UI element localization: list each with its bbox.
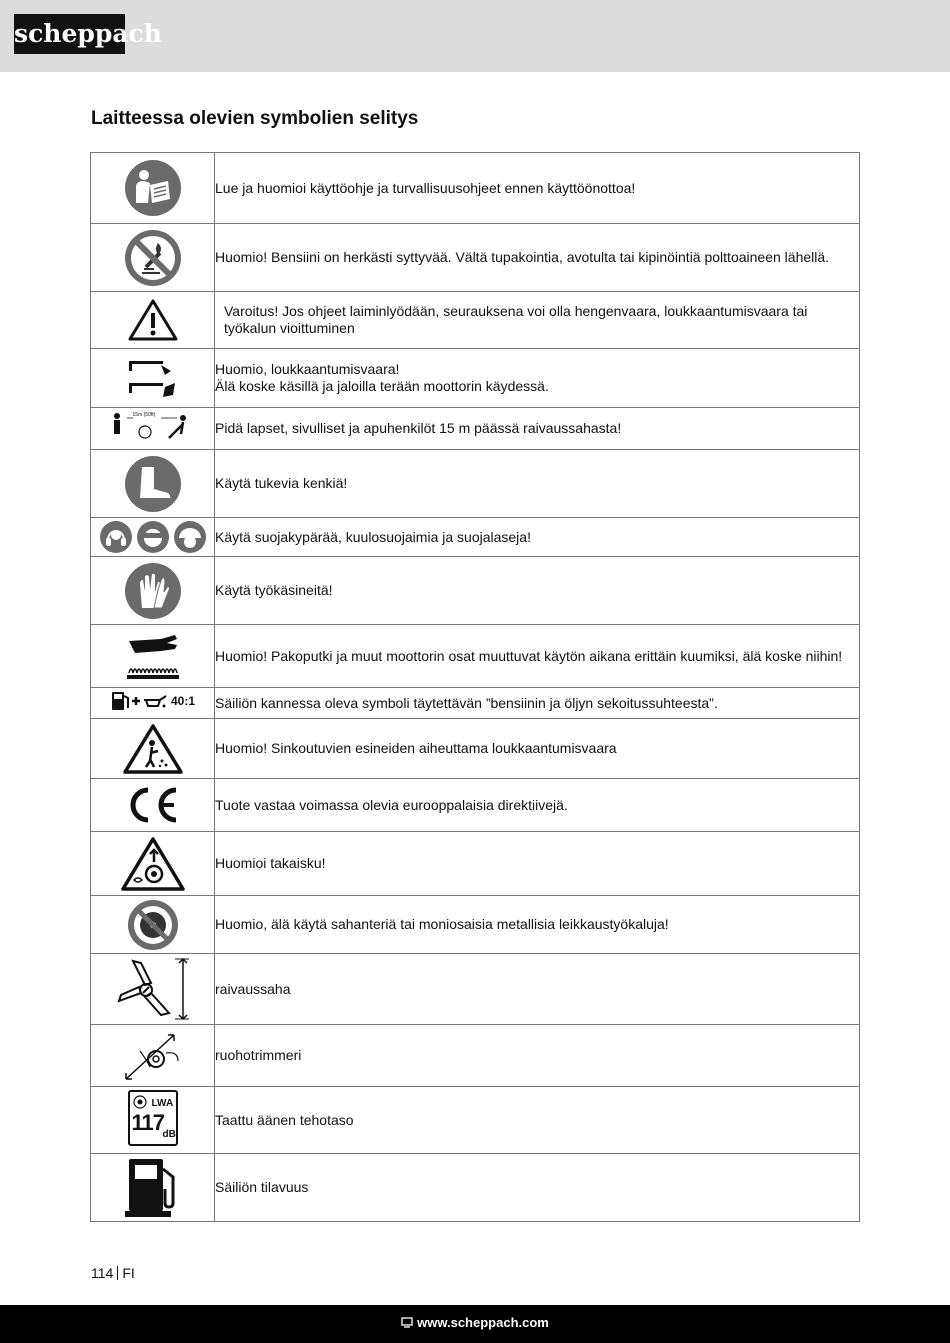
page-header [0, 0, 950, 72]
ratio-label: 40:1 [170, 693, 196, 708]
table-row [91, 1087, 860, 1154]
symbol-description: raivaussaha [215, 954, 860, 1025]
gloves-icon [91, 562, 214, 620]
symbol-description: Käytä työkäsineitä! [215, 557, 860, 625]
page-number-divider [117, 1266, 118, 1280]
description-line: Älä koske käsillä ja jaloilla terään moottorin käydessä. [215, 378, 549, 394]
description-line: Huomio, loukkaantumisvaara! [215, 361, 400, 377]
ce-mark-icon [91, 785, 214, 825]
table-row [91, 557, 860, 625]
table-row [91, 518, 860, 557]
symbol-description: Varoitus! Jos ohjeet laiminlyödään, seurauksena voi olla hengenvaara, loukkaantumisvaara tai työkalun vioittuminen [215, 292, 860, 349]
no-fire-smoking-icon [91, 229, 214, 287]
kickback-icon [91, 836, 214, 892]
scheppach-logo: scheppach [14, 14, 125, 54]
safety-boots-icon [91, 455, 214, 513]
table-row [91, 450, 860, 518]
symbol-description: Käytä suojakypärää, kuulosuojaimia ja suojalaseja! [215, 518, 860, 557]
symbol-description: Taattu äänen tehotaso [215, 1087, 860, 1154]
distance-label: 15m (50ft) [132, 411, 156, 418]
warning-triangle-icon [91, 298, 214, 342]
table-row [91, 408, 860, 450]
sound-power-icon [128, 1090, 178, 1146]
table-row [91, 1154, 860, 1222]
symbol-description: Tuote vastaa voimassa olevia eurooppalaisia direktiivejä. [215, 779, 860, 832]
table-row [91, 625, 860, 688]
symbol-description: Lue ja huomioi käyttöohje ja turvallisuusohjeet ennen käyttöönottoa! [215, 153, 860, 224]
symbol-table [90, 152, 860, 1222]
symbol-description: Säiliön tilavuus [215, 1154, 860, 1222]
page-number [91, 1265, 135, 1281]
table-row [91, 153, 860, 224]
table-row [91, 719, 860, 779]
fuel-oil-mix-icon [110, 690, 195, 712]
fuel-pump-icon [91, 1157, 214, 1219]
symbol-description: Säiliön kannessa oleva symboli täytettävän ”bensiinin ja öljyn sekoitussuhteesta”. [215, 688, 860, 719]
blade-hand-foot-icon [91, 355, 214, 401]
language-code: FI [122, 1265, 135, 1281]
ppe-helmet-ear-eye-icon [91, 520, 214, 554]
symbol-description: Huomio! Sinkoutuvien esineiden aiheuttama loukkaantumisvaara [215, 719, 860, 779]
page-number-value: 114 [91, 1265, 114, 1281]
sound-label: LWA [151, 1098, 174, 1109]
symbol-description: Käytä tukevia kenkiä! [215, 450, 860, 518]
distance-15m-icon [111, 410, 195, 444]
symbol-description [215, 349, 860, 408]
brush-cutter-blade-icon [91, 957, 214, 1021]
website-link[interactable]: www.scheppach.com [417, 1315, 549, 1330]
table-row [91, 349, 860, 408]
page-footer [0, 1305, 950, 1343]
table-row [91, 688, 860, 719]
table-row [91, 896, 860, 954]
table-row [91, 224, 860, 292]
monitor-icon [401, 1306, 413, 1342]
table-row [91, 832, 860, 896]
table-row [91, 1025, 860, 1087]
read-manual-icon [91, 159, 214, 217]
symbol-description: ruohotrimmeri [215, 1025, 860, 1087]
symbol-description: Huomioi takaisku! [215, 832, 860, 896]
table-row [91, 954, 860, 1025]
grass-trimmer-icon [91, 1031, 214, 1081]
page-title: Laitteessa olevien symbolien selitys [91, 108, 419, 129]
symbol-description: Huomio! Pakoputki ja muut moottorin osat muuttuvat käytön aikana erittäin kuumiksi, älä koske niihin! [215, 625, 860, 688]
table-row [91, 779, 860, 832]
symbol-description: Pidä lapset, sivulliset ja apuhenkilöt 15 m päässä raivaussahasta! [215, 408, 860, 450]
flying-objects-icon [91, 723, 214, 775]
symbol-description: Huomio! Bensiini on herkästi syttyvää. Vältä tupakointia, avotulta tai kipinöintiä polttoaineen lähellä. [215, 224, 860, 292]
sound-unit: dB [162, 1129, 176, 1140]
no-saw-blade-icon [91, 899, 214, 951]
hot-surface-icon [91, 631, 214, 681]
sound-value: 117 [131, 1110, 164, 1135]
symbol-description: Huomio, älä käytä sahanteriä tai moniosaisia metallisia leikkaustyökaluja! [215, 896, 860, 954]
table-row [91, 292, 860, 349]
